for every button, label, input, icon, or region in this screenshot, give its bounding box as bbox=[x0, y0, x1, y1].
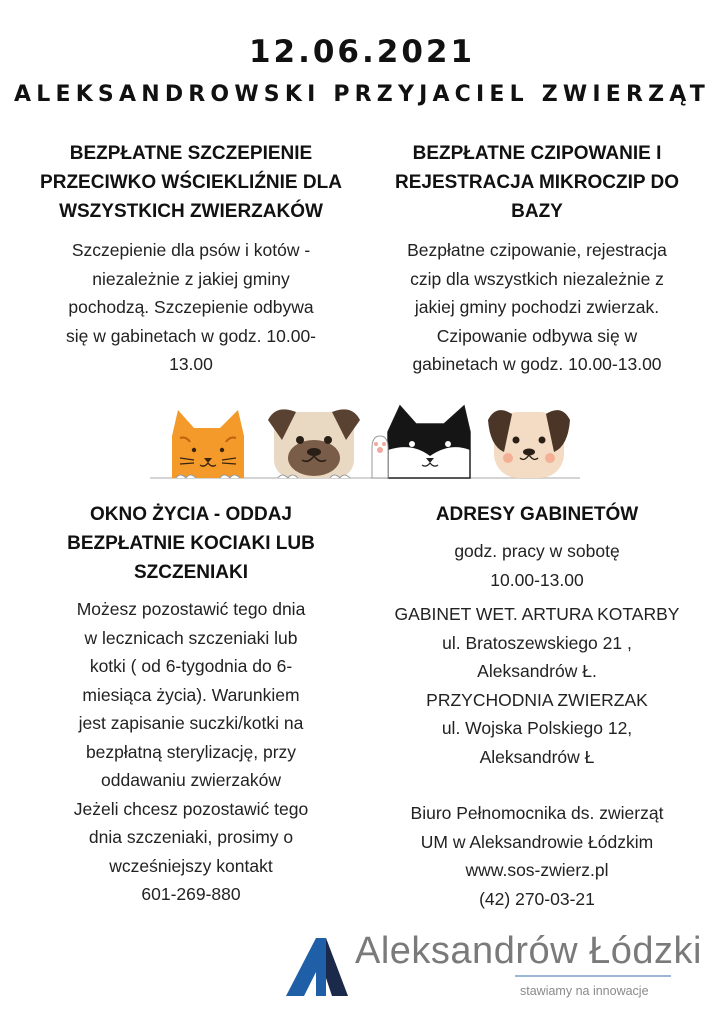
poster-title: ALEKSANDROWSKI PRZYJACIEL ZWIERZĄT bbox=[14, 82, 710, 107]
window-of-life-section bbox=[20, 500, 362, 909]
brand-divider bbox=[515, 975, 671, 977]
brand-tagline: stawiamy na innowacje bbox=[520, 984, 649, 998]
website-link[interactable]: www.sos-zwierz.pl bbox=[465, 860, 609, 880]
clinics-hours: godz. pracy w sobotę 10.00-13.00 bbox=[454, 541, 620, 590]
city-brand-name: Aleksandrów Łódzki bbox=[355, 930, 702, 972]
window-of-life-body: Możesz pozostawić tego dnia w lecznicach szczeniaki lub kotki ( od 6-tygodnia do 6- miesiąca życia). Warunkiem jest zapisanie suczki/kotki na bezpłatną sterylizację, przy oddawaniu zwierzaków Jeżeli chcesz pozostawić tego dnia szczeniaki, prosimy o wcześniejszy kontakt 601-269-880 bbox=[73, 599, 309, 904]
clinics-heading: ADRESY GABINETÓW bbox=[435, 504, 639, 525]
orange-cat-icon bbox=[172, 410, 244, 478]
chipping-heading: BEZPŁATNE CZIPOWANIE I REJESTRACJA MIKROCZIP DO BAZY bbox=[395, 143, 679, 222]
city-logo-icon bbox=[286, 938, 348, 996]
beige-puppy-icon bbox=[488, 410, 570, 478]
vaccination-heading: BEZPŁATNE SZCZEPIENIE PRZECIWKO WŚCIEKLIŹNIE DLA WSZYSTKICH ZWIERZAKÓW bbox=[40, 143, 342, 222]
office-contact: Biuro Pełnomocnika ds. zwierząt UM w Aleksandrowie Łódzkim www.sos-zwierz.pl (42) 270-03-21 bbox=[372, 799, 702, 913]
window-of-life-heading: OKNO ŻYCIA - ODDAJ BEZPŁATNIE KOCIAKI LUB SZCZENIAKI bbox=[67, 504, 315, 583]
clinics-addresses: GABINET WET. ARTURA KOTARBY ul. Bratoszewskiego 21 , Aleksandrów Ł. PRZYCHODNIA ZWIERZAK ul. Wojska Polskiego 12, Aleksandrów Ł bbox=[394, 604, 680, 767]
pug-dog-icon bbox=[268, 409, 360, 478]
event-date: 12.06.2021 bbox=[248, 34, 476, 70]
clinics-section bbox=[372, 500, 702, 913]
chipping-section bbox=[372, 139, 702, 379]
phone-number: (42) 270-03-21 bbox=[479, 888, 595, 909]
black-white-cat-icon bbox=[372, 406, 470, 478]
vaccination-section bbox=[20, 139, 362, 379]
chipping-body: Bezpłatne czipowanie, rejestracja czip dla wszystkich niezależnie z jakiej gminy pochodzi zwierzak. Czipowanie odbywa się w gabinetach w godz. 10.00-13.00 bbox=[407, 240, 667, 374]
vaccination-body: Szczepienie dla psów i kotów - niezależnie z jakiej gminy pochodzą. Szczepienie odbywa się w gabinetach w godz. 10.00- 13.00 bbox=[65, 240, 317, 374]
pets-illustration bbox=[150, 398, 580, 490]
